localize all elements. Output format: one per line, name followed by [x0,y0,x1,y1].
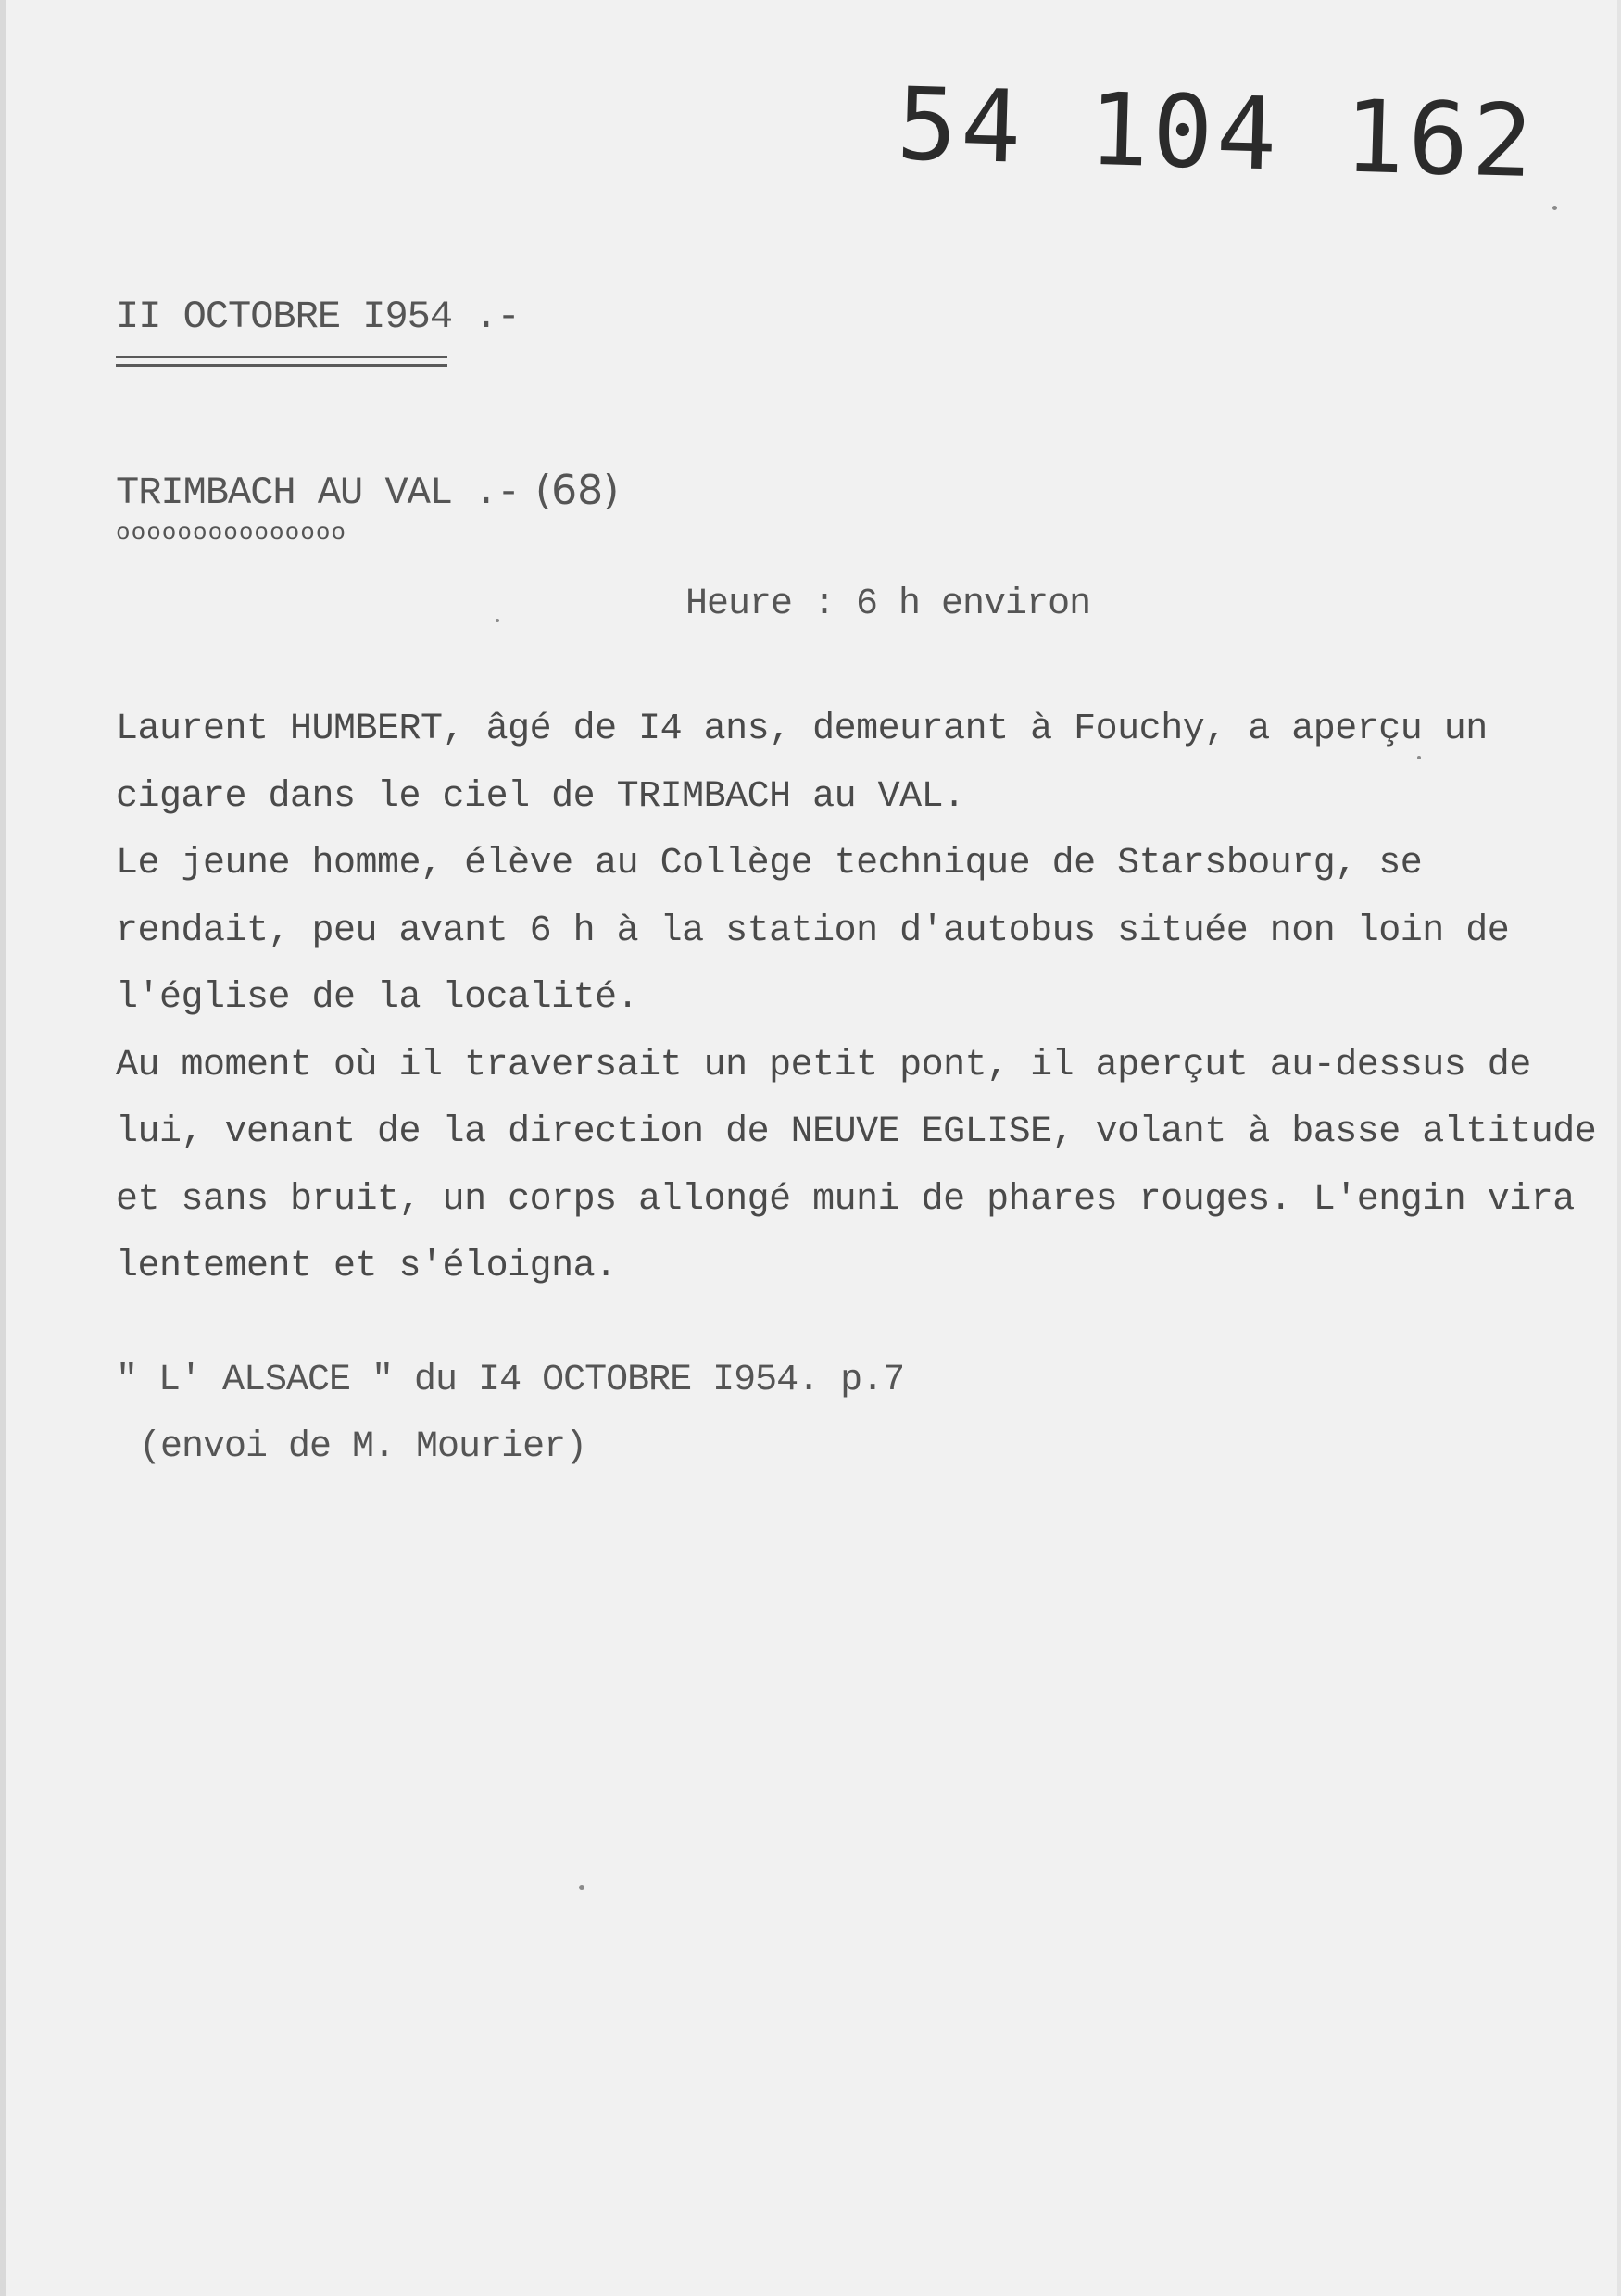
scan-speck [1417,756,1421,759]
body-line: Au moment où il traversait un petit pont, il aperçut au-dessus de [116,1044,1531,1086]
place-underline-circles: ooooooooooooooo [116,519,347,546]
scan-edge-right [1617,0,1621,2296]
body-line: Laurent HUMBERT, âgé de I4 ans, demeurant à Fouchy, a aperçu un [116,709,1488,750]
source-envoi: (envoi de M. Mourier) [139,1426,587,1468]
source-citation: " L' ALSACE " du I4 OCTOBRE I954. p.7 [116,1360,905,1401]
date-underline-bottom [116,364,447,367]
scan-speck [579,1885,584,1890]
department-number: (68) [535,467,620,514]
body-line: l'église de la localité. [116,977,639,1019]
body-line: cigare dans le ciel de TRIMBACH au VAL. [116,775,965,818]
report-date: II OCTOBRE I954 .- [116,295,520,339]
report-body [116,696,1598,1301]
body-line: lui, venant de la direction de NEUVE EGLISE, volant à basse altitude [116,1111,1597,1153]
place-name: TRIMBACH AU VAL .- [116,470,520,515]
date-underline-top [116,356,447,358]
document-number-stamp: 54 104 162 [895,67,1538,201]
scan-edge-left [0,0,6,2296]
body-line: Le jeune homme, élève au Collège technique de Starsbourg, se [116,843,1423,885]
body-line: lentement et s'éloigna. [116,1246,617,1287]
body-line: rendait, peu avant 6 h à la station d'autobus située non loin de [116,910,1510,952]
body-line: et sans bruit, un corps allongé muni de phares rouges. L'engin vira [116,1178,1575,1221]
scan-speck [496,619,499,622]
time-of-event: Heure : 6 h environ [685,583,1091,625]
scan-speck [1552,206,1557,210]
